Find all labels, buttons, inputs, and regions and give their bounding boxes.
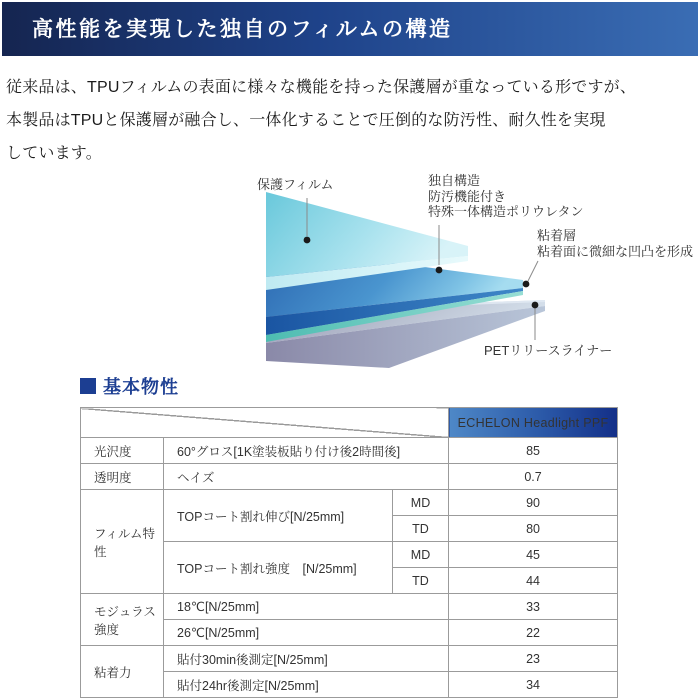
row-value: 22	[449, 620, 618, 646]
adhesive-leader-line	[528, 261, 538, 281]
row-category: フィルム特性	[81, 490, 164, 594]
label-unique-structure-line2: 防汚機能付き	[428, 188, 507, 204]
row-category: モジュラス強度	[81, 594, 164, 646]
row-value: 45	[449, 542, 618, 568]
page-title: 高性能を実現した独自のフィルムの構造	[32, 17, 453, 41]
table-row	[81, 438, 618, 464]
section-title-text: 基本物性	[103, 377, 179, 397]
row-direction: TD	[393, 568, 449, 594]
row-value: 23	[449, 646, 618, 672]
label-adhesive-line1: 粘着層	[537, 228, 577, 243]
row-condition: 60°グロス[1K塗装板貼り付け後2時間後]	[164, 438, 449, 464]
row-condition: 18℃[N/25mm]	[164, 594, 449, 620]
header-banner	[2, 2, 698, 56]
table-row	[81, 464, 618, 490]
row-category: 光沢度	[81, 438, 164, 464]
film-structure-diagram	[185, 170, 694, 382]
intro-line-2: 本製品はTPUと保護層が融合し、一体化することで圧倒的な防汚性、耐久性を実現	[6, 112, 606, 129]
intro-line-3: しています。	[6, 145, 102, 162]
label-pet-liner: PETリリースライナー	[484, 343, 613, 358]
row-value: 85	[449, 438, 618, 464]
unique-structure-dot	[436, 267, 443, 274]
label-unique-structure-line1: 独自構造	[428, 173, 481, 188]
label-unique-structure	[428, 173, 583, 220]
row-condition: TOPコート割れ強度 [N/25mm]	[164, 542, 393, 594]
protective-film-dot	[304, 237, 311, 244]
row-value: 90	[449, 490, 618, 516]
table-row	[81, 594, 618, 620]
row-condition: 貼付24hr後測定[N/25mm]	[164, 672, 449, 698]
product-header-cell: ECHELON Headlight PPF	[449, 408, 618, 438]
intro-line-1: 従来品は、TPUフィルムの表面に様々な機能を持った保護層が重なっている形ですが、	[6, 79, 637, 96]
adhesive-dot	[523, 281, 530, 288]
row-direction: MD	[393, 490, 449, 516]
pet-liner-dot	[532, 302, 539, 309]
row-condition: TOPコート割れ伸び[N/25mm]	[164, 490, 393, 542]
label-protective-film: 保護フィルム	[257, 177, 334, 192]
label-adhesive-line2: 粘着面に微細な凹凸を形成	[537, 243, 694, 259]
row-value: 44	[449, 568, 618, 594]
row-condition: 貼付30min後測定[N/25mm]	[164, 646, 449, 672]
row-value: 34	[449, 672, 618, 698]
row-condition: 26℃[N/25mm]	[164, 620, 449, 646]
row-value: 0.7	[449, 464, 618, 490]
label-adhesive-layer	[537, 228, 693, 259]
row-condition: ヘイズ	[164, 464, 449, 490]
row-category: 透明度	[81, 464, 164, 490]
row-value: 33	[449, 594, 618, 620]
row-direction: MD	[393, 542, 449, 568]
table-row	[81, 646, 618, 672]
intro-paragraph	[6, 71, 698, 170]
basic-properties-table	[80, 407, 618, 698]
table-row	[81, 490, 618, 516]
section-square-icon	[80, 378, 96, 394]
section-title	[80, 373, 179, 399]
row-direction: TD	[393, 516, 449, 542]
row-value: 80	[449, 516, 618, 542]
table-diagonal-cell	[81, 408, 449, 438]
row-category: 粘着力	[81, 646, 164, 698]
label-unique-structure-line3: 特殊一体構造ポリウレタン	[428, 204, 584, 219]
